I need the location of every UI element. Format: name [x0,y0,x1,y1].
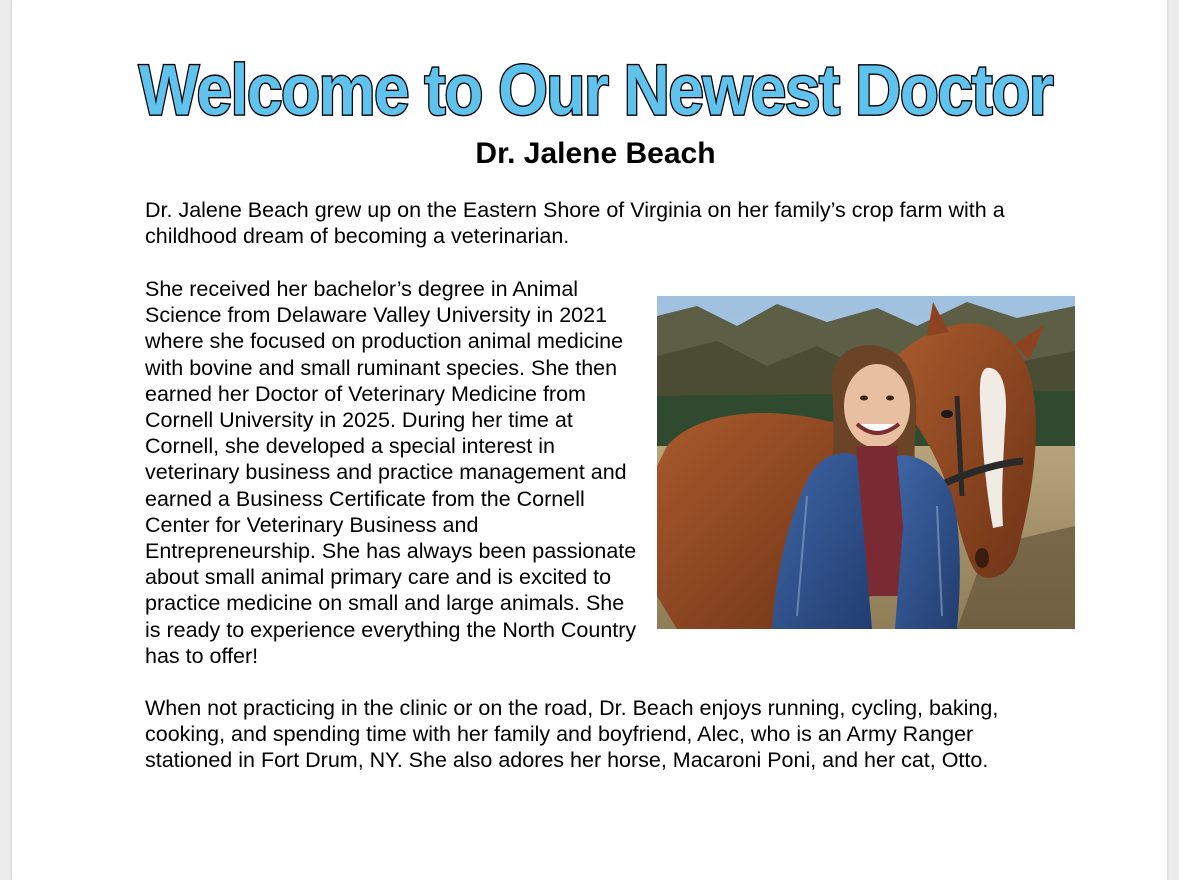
headline: Welcome to Our Newest Doctor [138,49,1053,131]
education-paragraph: She received her bachelor’s degree in Animal Science from Delaware Valley University in 2021 where she focused on production animal medicine with bovine and small ruminant species. She then earned her Doctor of Veterinary Medicine from Cornell University in 2025. During her time at Cornell, she developed a special interest in veterinary business and practice management and earned a Business Certificate from the Cornell Center for Veterinary Business and Entrepreneurship. She has always been passionate about small animal primary care and is excited to practice medicine on small and large animals. She is ready to experience everything the North Country has to offer! [145,277,637,668]
doctor-name: Dr. Jalene Beach [475,137,716,170]
intro-paragraph: Dr. Jalene Beach grew up on the Eastern Shore of Virginia on her family’s crop farm with a childhood dream of becoming a veterinarian. [145,198,1005,249]
personal-life-paragraph: When not practicing in the clinic or on the road, Dr. Beach enjoys running, cycling, baking, cooking, and spending time with her family and boyfriend, Alec, who is an Army Ranger stationed in Fort Drum, NY. She also adores her horse, Macaroni Poni, and her cat, Otto. [145,696,999,773]
document-page [12,0,1167,880]
doctor-with-horse-photo [657,296,1075,629]
